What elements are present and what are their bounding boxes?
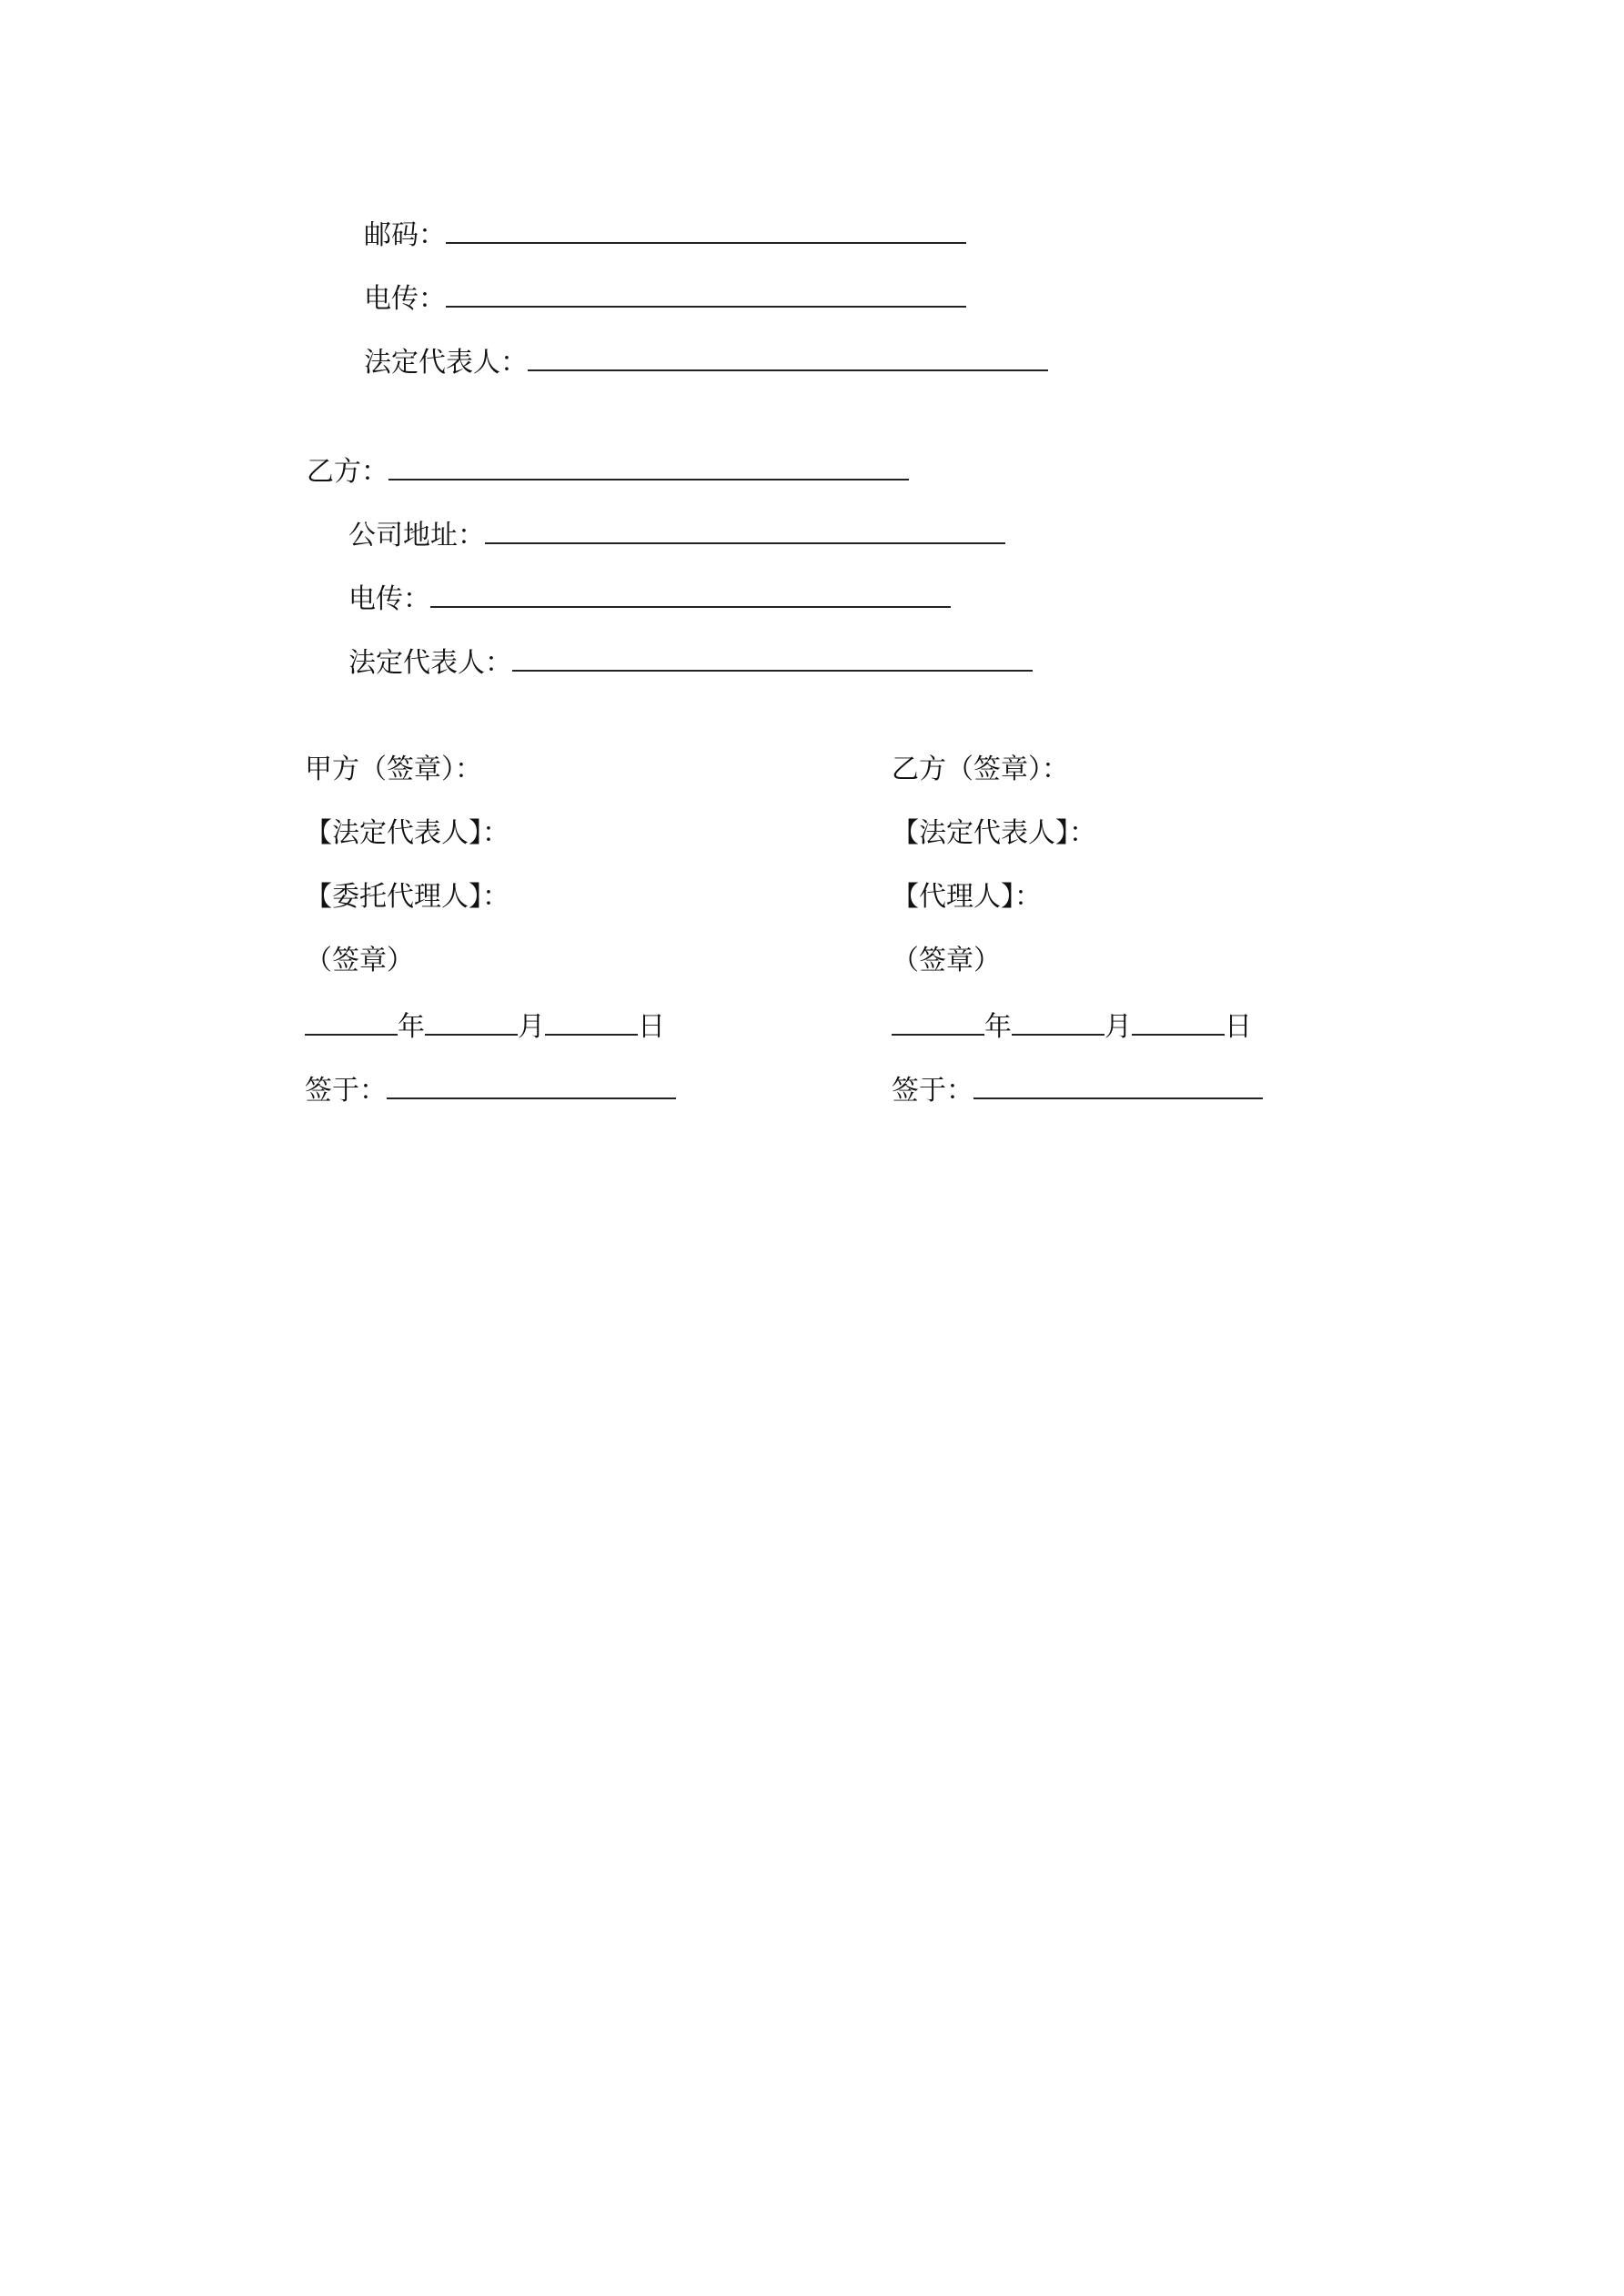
legal-rep-field[interactable] (528, 342, 1048, 371)
party-b-seal-line: （签章） (892, 945, 1001, 976)
postcode-row (364, 215, 966, 254)
party-a-seal-heading: 甲方（签章）： (305, 754, 482, 785)
year-label: 年 (984, 1011, 1012, 1043)
party-a-seal-line: （签章） (305, 945, 414, 976)
postcode-label: 邮码： (364, 219, 446, 251)
party-b-seal-heading: 乙方（签章）： (892, 754, 1069, 785)
party-a-month-field[interactable] (425, 1006, 518, 1036)
party-b-date-row (892, 1006, 1252, 1046)
party-b-field[interactable] (388, 451, 909, 480)
month-label: 月 (1105, 1011, 1132, 1043)
party-b-row (307, 451, 909, 491)
party-b-fax-field[interactable] (430, 579, 951, 608)
party-a-agent-line: 【委托代理人】： (305, 881, 509, 913)
day-label: 日 (1225, 1011, 1252, 1043)
party-b-sig-legal-rep-line: 【法定代表人】： (892, 817, 1096, 849)
company-address-label: 公司地址： (348, 520, 485, 551)
party-b-year-field[interactable] (892, 1006, 984, 1036)
company-address-row (348, 515, 1005, 554)
party-a-signed-at-field[interactable] (387, 1070, 676, 1099)
party-a-date-row (305, 1006, 665, 1046)
fax-row (364, 278, 966, 318)
signed-at-label: 签于： (305, 1075, 387, 1107)
year-label: 年 (398, 1011, 425, 1043)
company-address-field[interactable] (485, 515, 1005, 544)
party-b-agent-line: 【代理人】： (892, 881, 1042, 913)
fax-field[interactable] (446, 278, 966, 308)
postcode-field[interactable] (446, 215, 966, 244)
month-label: 月 (518, 1011, 545, 1043)
party-b-legal-rep-row (348, 642, 1033, 682)
day-label: 日 (638, 1011, 665, 1043)
party-b-fax-row (348, 579, 951, 618)
party-b-label: 乙方： (307, 456, 388, 488)
party-a-signed-at-row (305, 1070, 676, 1109)
party-a-day-field[interactable] (545, 1006, 638, 1036)
signed-at-label: 签于： (892, 1075, 973, 1107)
legal-rep-row (364, 342, 1048, 381)
legal-rep-label: 法定代表人： (364, 347, 528, 379)
party-b-legal-rep-label: 法定代表人： (348, 647, 512, 679)
fax-label: 电传： (364, 283, 446, 315)
party-b-month-field[interactable] (1012, 1006, 1105, 1036)
party-b-fax-label: 电传： (348, 583, 430, 615)
party-b-signed-at-field[interactable] (973, 1070, 1263, 1099)
party-a-year-field[interactable] (305, 1006, 398, 1036)
party-a-legal-rep-line: 【法定代表人】： (305, 817, 509, 849)
party-b-signed-at-row (892, 1070, 1263, 1109)
party-b-day-field[interactable] (1132, 1006, 1225, 1036)
party-b-legal-rep-field[interactable] (512, 642, 1033, 672)
